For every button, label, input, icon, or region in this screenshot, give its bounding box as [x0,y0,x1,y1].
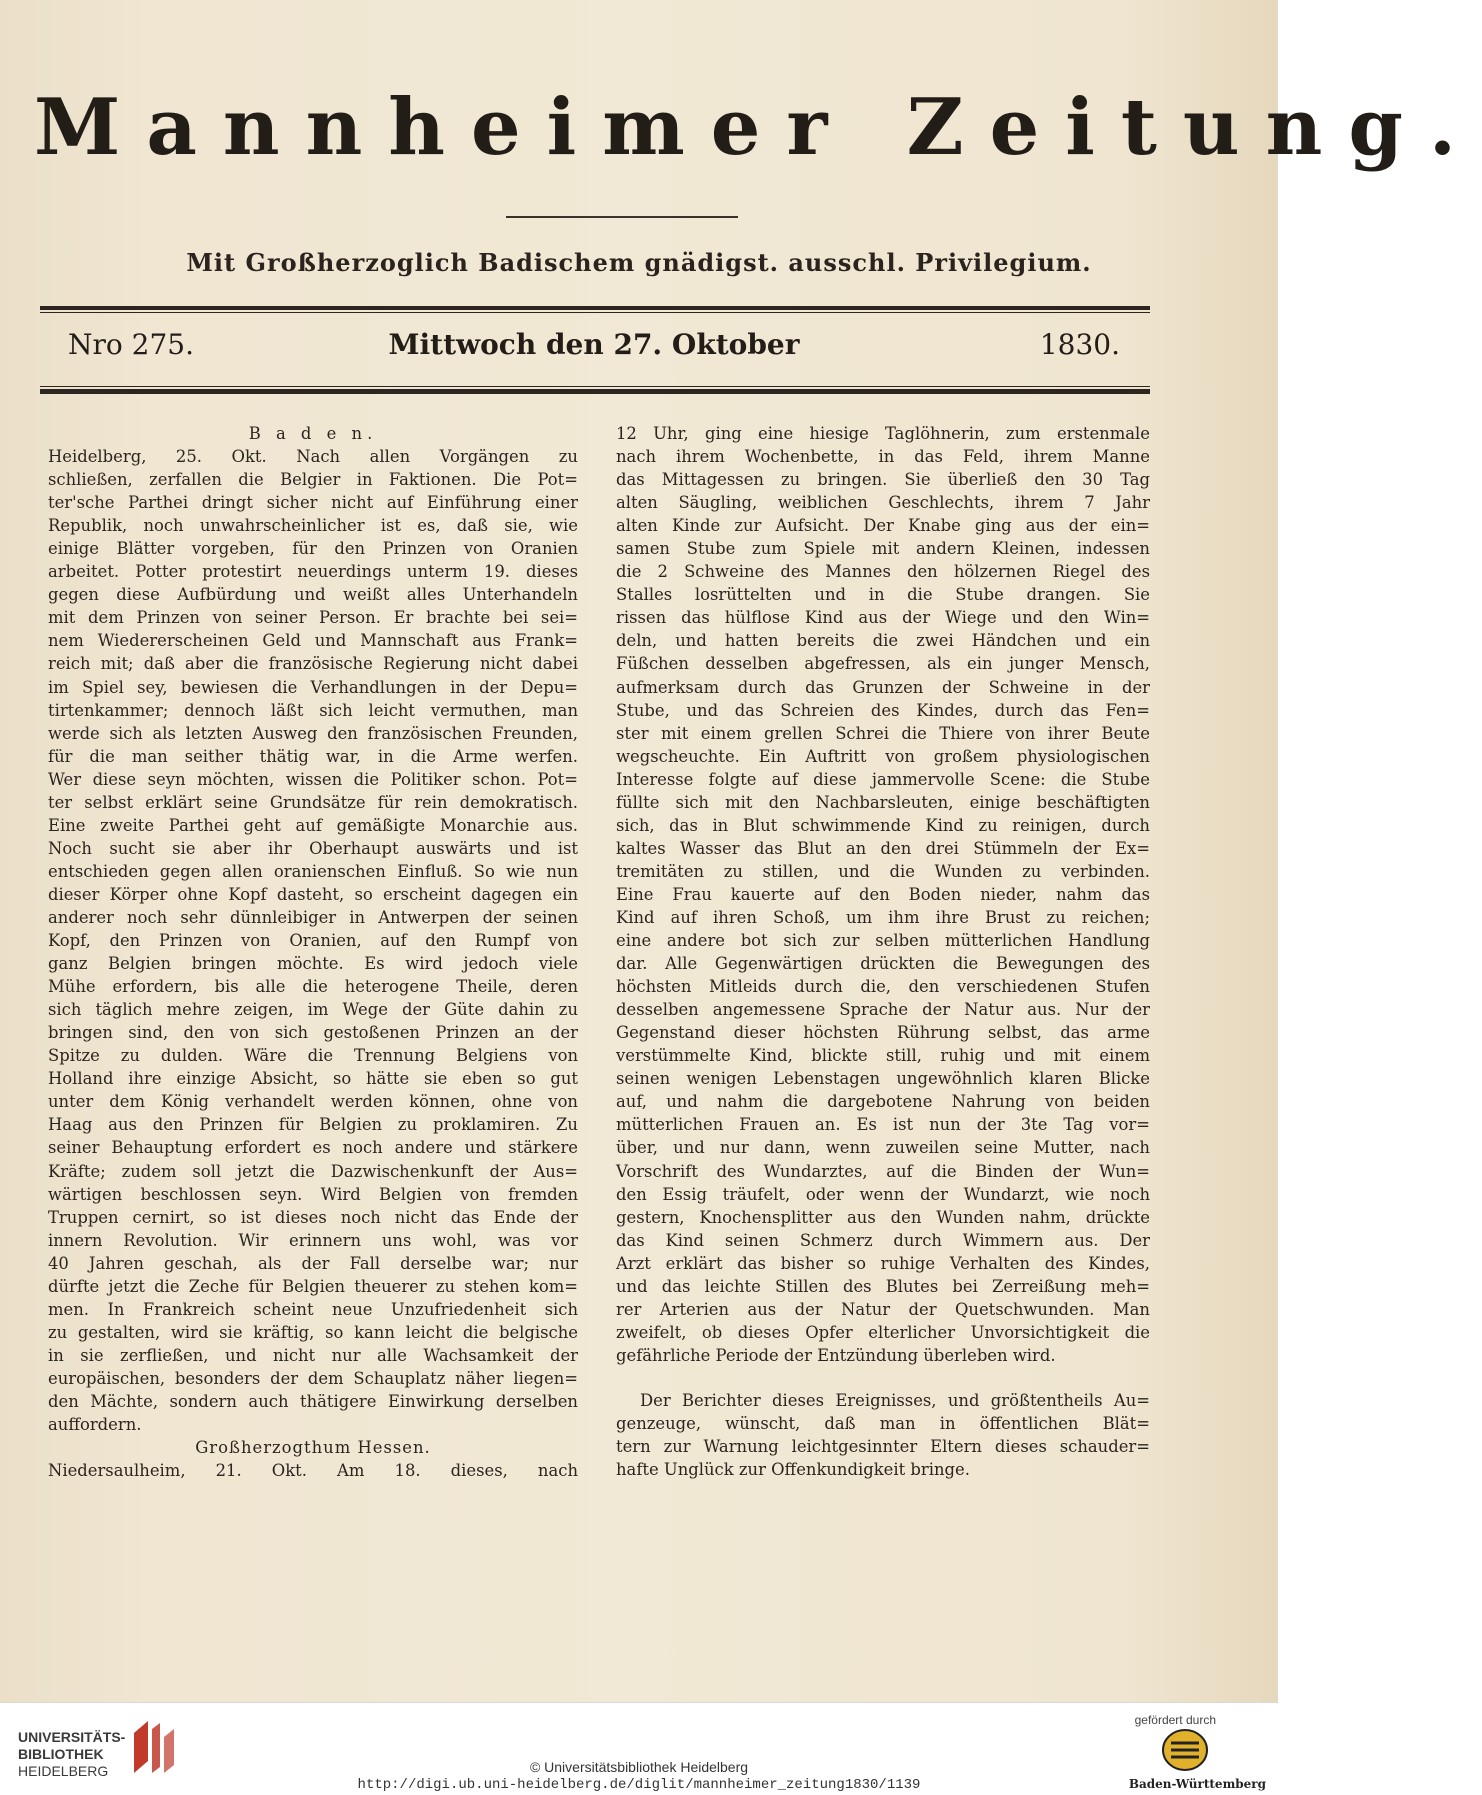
text-line: Interesse folgte auf diese jammervolle Scene: die Stube [616,769,1150,789]
text-line: in sie zerfließen, und nicht nur alle Wachsamkeit der [48,1345,578,1365]
text-line: gefährliche Periode der Entzündung überleben wird. [616,1345,1056,1365]
text-line: wegscheuchte. Ein Auftritt von großem physiologischen [616,746,1150,766]
bottom-rule [40,389,1150,394]
text-line: Mühe erfordern, bis alle die heterogene Theile, deren [48,977,578,997]
text-line: und das leichte Stillen des Blutes bei Zerreißung meh= [616,1276,1150,1296]
text-line: ter selbst erklärt seine Grundsätze für rein demokratisch. [48,792,578,812]
text-line: seiner Behauptung erfordert es noch andere und stärkere [48,1138,578,1158]
text-line: Holland ihre einzige Absicht, so hätte sie eben so gut [48,1069,578,1089]
text-line: nach ihrem Wochenbette, in das Feld, ihrem Manne [616,447,1150,467]
library-name-line: BIBLIOTHEK [18,1746,104,1762]
text-line: Vorschrift des Wundarztes, auf die Binden der Wun= [616,1161,1150,1181]
text-line: Der Berichter dieses Ereignisses, und größtentheils Au= [640,1390,1150,1410]
text-line: genzeuge, wünscht, daß man in öffentlichen Blät= [616,1413,1150,1433]
bottom-rule-thin [40,386,1150,387]
text-line: Kopf, den Prinzen von Oranien, auf den Rumpf von [48,931,578,951]
text-line: zweifelt, ob dieses Opfer elterlicher Unvorsichtigkeit die [616,1322,1150,1342]
text-line: im Spiel sey, bewiesen die Verhandlungen in der Depu= [48,677,578,697]
text-line: reich mit; daß aber die französische Regierung nicht dabei [48,654,578,674]
text-line: Haag aus den Prinzen für Belgien zu proklamiren. Zu [48,1115,578,1135]
text-line: anderer noch sehr dünnleibiger in Antwerpen der seinen [48,907,578,927]
issue-year: 1830. [1039,328,1120,361]
text-line: 40 Jahren geschah, als der Fall derselbe war; nur [48,1253,578,1273]
text-line: Stube, und das Schreien des Kindes, durch das Fen= [616,700,1150,720]
permalink-url[interactable]: http://digi.ub.uni-heidelberg.de/diglit/mannheimer_zeitung1830/1139 [357,1777,921,1793]
top-rule [40,306,1150,310]
text-line: den Essig träufelt, oder wenn der Wundarzt, wie noch [616,1184,1150,1204]
text-line: gestern, Knochensplitter aus den Wunden nahm, drückte [616,1207,1150,1227]
text-line: ganz Belgien bringen möchte. Es wird jedoch viele [48,954,578,974]
text-line: sich täglich mehre zeigen, im Wege der Güte dahin zu [48,1000,578,1020]
text-line: tremitäten zu stillen, und die Wunden zu verbinden. [616,861,1150,881]
text-line: deln, und hatten bereits die zwei Händchen und ein [616,631,1150,651]
text-line: sich, das in Blut schwimmende Kind zu reinigen, durch [616,815,1150,835]
text-line: ter'sche Parthei dringt sicher nicht auf Einführung einer [48,493,578,513]
text-line: tirtenkammer; dennoch läßt sich leicht vermuthen, man [48,700,578,720]
text-line: das Mittagessen zu bringen. Sie überließ den 30 Tag [616,470,1150,490]
text-line: Kind auf ihren Schoß, um ihm ihre Brust zu reichen; [616,907,1150,927]
text-line: rissen das hülflose Kind aus der Wiege und den Win= [616,608,1150,628]
text-line: das Kind seinen Schmerz durch Wimmern aus. Der [616,1230,1150,1250]
section-heading: B a d e n. [248,424,378,443]
baden-wuerttemberg-seal-icon [1161,1727,1209,1773]
text-line: eine andere bot sich zur selben mütterlichen Handlung [616,931,1150,951]
text-line: arbeitet. Potter protestirt neuerdings unterm 19. dieses [48,562,578,582]
text-line: kaltes Wasser das Blut an den drei Stümmeln der Ex= [616,838,1150,858]
text-line: europäischen, besonders der dem Schauplatz näher liegen= [48,1368,578,1388]
text-line: 12 Uhr, ging eine hiesige Taglöhnerin, zum erstenmale [616,424,1150,443]
text-line: Kräfte; zudem soll jetzt die Dazwischenkunft der Aus= [48,1161,578,1181]
text-line: Arzt erklärt das bisher so ruhige Verhalten des Kindes, [616,1253,1150,1273]
dateline [68,328,1120,370]
sponsor-name: Baden-Württemberg [1128,1777,1266,1791]
text-line: alten Säugling, weiblichen Geschlechts, ihrem 7 Jahr [616,493,1150,513]
issue-date: Mittwoch den 27. Oktober [388,328,800,361]
text-line: mütterlichen Frauen an. Es ist nun der 3te Tag vor= [616,1115,1150,1135]
text-line: aufmerksam durch das Grunzen der Schweine in der [616,677,1150,697]
text-line: dar. Alle Gegenwärtigen drückten die Bewegungen des [616,954,1150,974]
text-line: auf, und nahm die dargebotene Nahrung von beiden [616,1092,1150,1112]
text-line: Füßchen desselben abgefressen, als ein junger Mensch, [616,654,1150,674]
title-rule [506,216,738,218]
left-column [48,422,578,1482]
text-line: einige Blätter vorgeben, für den Prinzen von Oranien [48,539,578,559]
text-line: Spitze zu dulden. Wäre die Trennung Belgiens von [48,1046,578,1066]
text-line: Wer diese seyn möchten, wissen die Politiker schon. Pot= [48,769,578,789]
text-line: Republik, noch unwahrscheinlicher ist es, daß sie, wie [48,516,578,536]
text-line: höchsten Mitleids durch die, den verschiedenen Stufen [616,977,1150,997]
library-name-line: UNIVERSITÄTS- [18,1729,126,1745]
text-line: bringen sind, den von sich gestoßenen Prinzen an der [48,1023,578,1043]
paragraph-gap [616,1367,1150,1389]
text-line: über, und nur dann, wenn zuweilen seine Mutter, nach [616,1138,1150,1158]
text-line: Niedersaulheim, 21. Okt. Am 18. dieses, nach [48,1461,578,1481]
text-line: verstümmelte Kind, blickte still, ruhig und mit einem [616,1046,1150,1066]
text-line: die 2 Schweine des Mannes den hölzernen Riegel des [616,562,1150,582]
copyright-notice: © Universitätsbibliothek Heidelberg [529,1759,749,1775]
text-line: tern zur Warnung leichtgesinnter Eltern dieses schauder= [616,1437,1150,1457]
footer-bar [0,1702,1278,1795]
text-line: Noch sucht sie aber ihr Oberhaupt auswärts und ist [48,838,578,858]
text-line: seinen wenigen Lebenstagen ungewöhnlich klaren Blicke [616,1069,1150,1089]
text-line: auffordern. [48,1415,142,1435]
text-line: nem Wiedererscheinen Geld und Mannschaft aus Frank= [48,631,578,651]
top-rule-thin [40,312,1150,313]
text-line: zu gestalten, wird sie kräftig, so kann leicht die belgische [48,1322,578,1342]
text-line: entschieden gegen allen oranienschen Einfluß. So wie nun [48,861,578,881]
text-line: ster mit einem grellen Schrei die Thiere von ihrer Beute [616,723,1150,743]
text-line: rer Arterien aus der Natur der Quetschwunden. Man [616,1299,1150,1319]
section-heading: Großherzogthum Hessen. [195,1438,431,1458]
privilege-line: Mit Großherzoglich Badischem gnädigst. ausschl. Privilegium. [186,248,1092,277]
text-line: dürfte jetzt die Zeche für Belgien theuerer zu stehen kom= [48,1276,578,1296]
text-line: innern Revolution. Wir erinnern uns wohl, was vor [48,1230,578,1250]
text-line: dieser Körper ohne Kopf dasteht, so erscheint dagegen ein [48,884,578,904]
text-line: gegen diese Aufbürdung und weißt alles Unterhandeln [48,585,578,605]
text-line: werde sich als letzten Ausweg den französischen Freunden, [48,723,578,743]
text-line: Heidelberg, 25. Okt. Nach allen Vorgängen zu [48,447,578,467]
issue-number: Nro 275. [68,328,194,361]
text-line: unter dem König verhandelt werden können, ohne von [48,1092,578,1112]
text-line: wärtigen beschlossen seyn. Wird Belgien von fremden [48,1184,578,1204]
text-line: Truppen cernirt, so ist dieses noch nicht das Ende der [48,1207,578,1227]
text-line: Eine zweite Parthei geht auf gemäßigte Monarchie aus. [48,815,578,835]
right-column [616,422,1150,1481]
masthead-title: Mannheimer Zeitung. [34,82,1482,173]
text-line: für die man seither thätig war, in die Arme werfen. [48,746,578,766]
text-line: men. In Frankreich scheint neue Unzufriedenheit sich [48,1299,578,1319]
text-line: schließen, zerfallen die Belgier in Faktionen. Die Pot= [48,470,578,490]
library-name-line: HEIDELBERG [18,1763,109,1779]
text-line: den Mächte, sondern auch thätigere Einwirkung derselben [48,1391,578,1411]
text-line: desselben angemessene Sprache der Natur aus. Nur der [616,1000,1150,1020]
text-line: alten Kinde zur Aufsicht. Der Knabe ging aus der ein= [616,516,1150,536]
text-line: Stalles losrüttelten und in die Stube drangen. Sie [616,585,1150,605]
text-line: samen Stube zum Spiele mit andern Kleinen, indessen [616,539,1150,559]
sponsor-label: gefördert durch [1134,1713,1216,1727]
text-line: hafte Unglück zur Offenkundigkeit bringe. [616,1460,970,1480]
text-line: füllte sich mit den Nachbarsleuten, einige beschäftigten [616,792,1150,812]
text-line: mit dem Prinzen von seiner Person. Er brachte bei sei= [48,608,578,628]
text-line: Gegenstand dieser höchsten Rührung selbst, das arme [616,1023,1150,1043]
text-line: Eine Frau kauerte auf den Boden nieder, nahm das [616,884,1150,904]
